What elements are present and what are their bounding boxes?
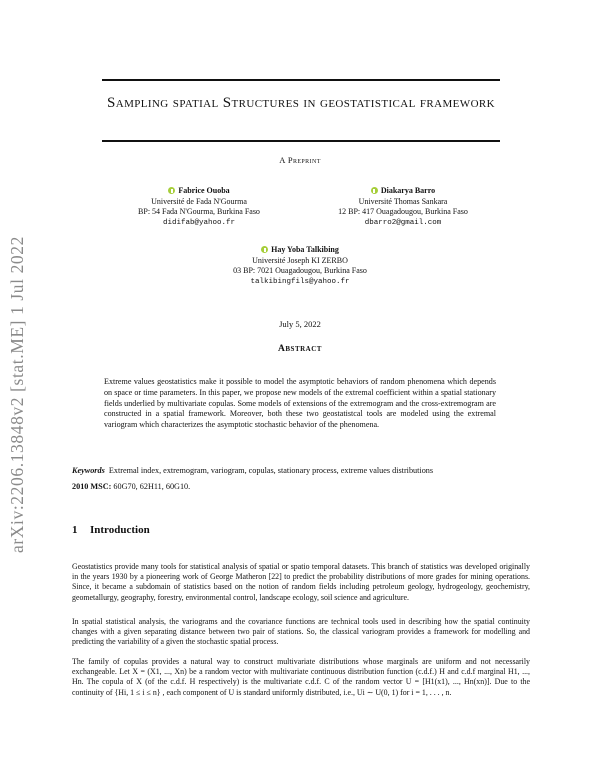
orcid-icon[interactable] (168, 187, 175, 194)
author-block (305, 186, 501, 228)
msc-label: 2010 MSC: (72, 482, 112, 491)
paper-title: Sampling spatial Structures in geostatistical framework (107, 95, 495, 111)
orcid-icon[interactable] (371, 187, 378, 194)
author-name: Fabrice Ouoba (178, 186, 230, 195)
preprint-label: A Preprint (279, 155, 321, 165)
author-affiliation: Université Thomas Sankara (358, 196, 448, 206)
author-name: Hay Yoba Talkibing (271, 245, 339, 254)
section-number: 1 (72, 524, 78, 536)
keywords-line (72, 465, 532, 476)
keywords-text: Extremal index, extremogram, variogram, copulas, stationary process, extreme values distributions (108, 466, 434, 475)
author-email[interactable]: dbarro2@gmail.com (364, 218, 442, 227)
paragraph: In spatial statistical analysis, the variograms and the covariance functions are technical tools used in describing how the spatial continuity changes with a given separating distance between two pair of stations. So, the classical variogram provides a framework for modelling and predicting the variability of a given the stochastic spatial process. (72, 617, 530, 647)
paragraph: The family of copulas provides a natural way to construct multivariate distributions whose marginals are uniform and not necessarily exchangeable. Let X = (X1, ..., Xn) be a random vector with multivariate continuous distribution function (c.d.f.) H and c.d.f marginal H1, ..., Hn. The copula of X (of the c.d.f. H respectively) is the multivariate c.d.f. C of the random vector U = [H1(x1), ..., Hn(xn)]. Due to the continuity of {Hi, 1 ≤ i ≤ n} , each component of U is standard uniformly distributed, i.e., Ui ∼ U(0, 1) for i = 1, . . . , n. (72, 657, 530, 697)
author-address: BP: 54 Fada N'Gourma, Burkina Faso (138, 207, 260, 216)
author-email[interactable]: talkibingfils@yahoo.fr (250, 277, 350, 286)
author-email[interactable]: didifab@yahoo.fr (162, 218, 235, 227)
abstract-text: Extreme values geostatistics make it possible to model the asymptotic behaviors of random phenomena which depends on space or time parameters. In this paper, we propose new models of the extremal coefficient within a spatial stationary fields underlied by multivariate copulas. Some models of extensions of the extremogram and the cross-extremogram are constructed in a spatial framework. Moreover, both these two geostatistcal tools are modeled using the extremal variogram which characterizes the asymptotic stochastic behavior of the phenomena. (104, 377, 496, 430)
author-block (105, 186, 293, 228)
section-title: Introduction (90, 524, 150, 536)
abstract-heading: Abstract (278, 344, 322, 354)
author-affiliation: Université de Fada N'Gourma (151, 196, 247, 206)
keywords-label: Keywords (72, 466, 105, 475)
title-rule-top (102, 79, 500, 81)
author-address: 03 BP: 7021 Ouagadougou, Burkina Faso (233, 266, 367, 275)
section-heading (72, 524, 150, 536)
paragraph: Geostatistics provide many tools for statistical analysis of spatial or spatio temporal datasets. This branch of statistics was developed originally in the years 1930 by a pioneering work of George Matheron [22] to predict the probability distributions of more grades for mining operations. Since, it became a subdomain of statistics based on the notion of random fields including petroleum geology, hydrogeology, geochemistry, geometallurgy, geography, forestry, environmental control, landscape ecology, soil science and agriculture. (72, 562, 530, 602)
orcid-icon[interactable] (261, 246, 268, 253)
msc-line (72, 481, 532, 492)
author-address: 12 BP: 417 Ouagadougou, Burkina Faso (338, 207, 468, 216)
paper-date: July 5, 2022 (279, 319, 321, 329)
author-block (200, 245, 400, 287)
msc-text: 60G70, 62H11, 60G10. (113, 482, 191, 491)
arxiv-stamp: arXiv:2206.13848v2 [stat.ME] 1 Jul 2022 (7, 236, 27, 553)
author-name: Diakarya Barro (380, 186, 436, 195)
author-affiliation: Université Joseph KI ZERBO (252, 255, 348, 265)
title-rule-bottom (102, 140, 500, 142)
